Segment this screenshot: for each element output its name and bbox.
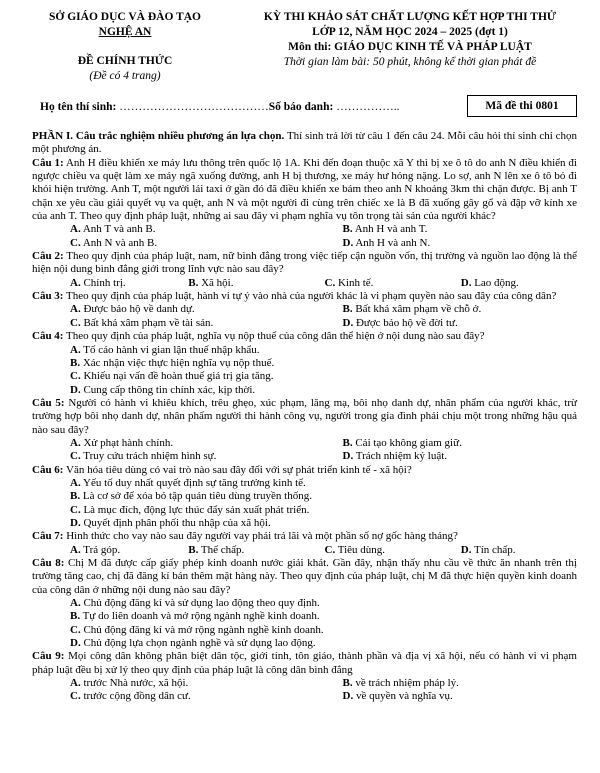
option <box>305 677 578 690</box>
option-text: Yếu tố duy nhất quyết định sự tăng trưởng kinh tế. <box>80 476 306 489</box>
option <box>32 237 305 250</box>
option-key: C. <box>70 316 81 329</box>
question-text: Chị M đã được cấp giấy phép kinh doanh nước giải khát. Gần đây, nhận thấy nhu cầu về thức ăn nhanh trên thị trường tăng cao, chị đã đăng kí bán thêm mặt hàng này. Theo quy định của pháp luật, chị M đã thực hiện quyền kinh doanh của công dân ở những nội dung nào sau đây? <box>32 557 577 596</box>
option <box>305 690 578 703</box>
option-key: B. <box>70 610 81 623</box>
option-key: B. <box>188 543 199 556</box>
option-text: Được bảo hộ về danh dự. <box>80 303 195 316</box>
question-text: Hình thức cho vay nào sau đây người vay phải trả lãi và một phần số nợ gốc hàng tháng? <box>63 530 458 543</box>
question-text: Văn hóa tiêu dùng có vai trò nào sau đây đối với sự phát triển kinh tế - xã hội? <box>63 463 412 476</box>
option-key: B. <box>342 677 353 690</box>
option-key: D. <box>342 236 354 249</box>
department-name: SỞ GIÁO DỤC VÀ ĐÀO TẠO <box>49 11 201 23</box>
option-text: Cung cấp thông tin chính xác, kịp thời. <box>80 383 256 396</box>
option-key: D. <box>342 690 354 703</box>
option <box>32 450 305 463</box>
option <box>32 223 305 236</box>
question-label: Câu 1: <box>32 156 64 169</box>
options <box>32 223 577 250</box>
option-text: Bất khả xâm phạm về chỗ ở. <box>352 303 482 316</box>
option-text: Anh N và anh B. <box>80 236 158 249</box>
option <box>32 437 305 450</box>
province-name: NGHỆ AN <box>98 26 152 38</box>
question-label: Câu 3: <box>32 290 64 303</box>
question-text: Anh H điều khiển xe máy lưu thông trên quốc lộ 1A. Khi đến đoạn thuộc xã Y thì bị xe ô tô do anh N điều khiển đi ngược chiều va quệt làm xe máy ngã xuống đường, anh H bị thương, xe máy hư hỏng nặng. Lo sợ, anh N lên xe ô tô bỏ đi khỏi hiện trường. Anh T, một người lái taxi ở gần đó đã điều khiển xe bám theo anh N khoảng 3km thì chặn được. Bị anh T chặn xe yêu cầu giải quyết vụ va quệt, anh N và một người đi cùng trên chiếc xe là B đã xuống gây gổ và đập vỡ kính xe của anh T. Theo quy định pháp luật, những ai sau đây vi phạm nghĩa vụ tôn trọng tài sản của người khác? <box>32 156 577 223</box>
exam-code-box: Mã đề thi 0801 <box>467 95 577 117</box>
option <box>168 544 304 557</box>
exam-title: KỲ THI KHẢO SÁT CHẤT LƯỢNG KẾT HỢP THI THỬ <box>263 11 557 23</box>
option <box>441 277 577 290</box>
option-text: Anh H và anh T. <box>352 223 428 236</box>
options <box>32 477 577 530</box>
option <box>32 690 305 703</box>
option <box>32 357 577 370</box>
option-key: B. <box>342 223 353 236</box>
option-text: Là cơ sở để xóa bỏ tập quán tiêu dùng truyền thống. <box>80 490 312 503</box>
question-text: Theo quy định của pháp luật, nam, nữ bình đẳng trong việc tiếp cận nguồn vốn, thị trường và nguồn lao động là thể hiện nội dung bình đẳng giới trong lĩnh vực nào sau đây? <box>32 250 577 276</box>
option-text: Trách nhiệm kỷ luật. <box>353 450 448 463</box>
option-text: Trả góp. <box>80 543 121 556</box>
option <box>168 277 304 290</box>
question <box>32 290 577 303</box>
sbd-dots: …………….. <box>333 101 400 113</box>
question <box>32 530 577 543</box>
option-key: C. <box>324 276 336 289</box>
name-dots: ………………………………… <box>116 101 269 113</box>
question-text: Mọi công dân không phân biệt dân tộc, giới tính, tôn giáo, thành phần và địa vị xã hội, nếu có hành vi vi phạm pháp luật đều bị xử lý theo quy định của pháp luật là công dân bình đẳng <box>32 650 577 676</box>
option <box>32 277 168 290</box>
question <box>32 330 577 343</box>
option-text: Bất khả xâm phạm về tài sản. <box>80 316 214 329</box>
option-text: Tiêu dùng. <box>335 543 386 556</box>
option-text: Anh T và anh B. <box>80 223 156 236</box>
question-label: Câu 4: <box>32 330 64 343</box>
option-text: Cải tạo không giam giữ. <box>352 436 462 449</box>
option-key: A. <box>70 223 81 236</box>
option-key: A. <box>70 436 81 449</box>
option <box>32 490 577 503</box>
grade-year: LỚP 12, NĂM HỌC 2024 – 2025 (đợt 1) <box>312 26 508 38</box>
option-key: A. <box>70 276 81 289</box>
option <box>32 370 577 383</box>
option-key: A. <box>70 303 81 316</box>
option-key: D. <box>70 637 81 650</box>
option <box>305 303 578 316</box>
option-key: C. <box>70 236 81 249</box>
option-text: Tố cáo hành vi gian lận thuế nhập khẩu. <box>80 343 260 356</box>
option-text: Tự do liên doanh và mở rộng ngành nghề kinh doanh. <box>80 610 320 623</box>
options <box>32 344 577 397</box>
option <box>305 237 578 250</box>
option-key: A. <box>70 597 81 610</box>
option-key: C. <box>70 450 81 463</box>
question <box>32 250 577 277</box>
option-key: D. <box>70 383 81 396</box>
option-text: Chính trị. <box>80 276 126 289</box>
option-text: Truy cứu trách nhiệm hình sự. <box>80 450 217 463</box>
option-text: Anh H và anh N. <box>353 236 431 249</box>
question-label: Câu 7: <box>32 530 64 543</box>
option-key: C. <box>324 543 336 556</box>
option-key: B. <box>342 436 353 449</box>
option-key: B. <box>188 276 199 289</box>
option-text: Chủ động đăng kí và mở rộng ngành nghề kinh doanh. <box>80 623 324 636</box>
option-key: D. <box>460 543 472 556</box>
option <box>32 610 577 623</box>
option <box>441 544 577 557</box>
option-key: D. <box>460 276 472 289</box>
student-info-row <box>40 101 399 113</box>
question-text: Theo quy định của pháp luật, nghĩa vụ nộp thuế của công dân thể hiện ở nội dung nào sau đây? <box>63 330 485 343</box>
option-text: Được bảo hộ về đời tư. <box>353 316 458 329</box>
options <box>32 677 577 704</box>
option-key: D. <box>342 450 354 463</box>
option-text: trước Nhà nước, xã hội. <box>80 677 189 690</box>
option <box>32 517 577 530</box>
option <box>32 344 577 357</box>
option-text: về trách nhiệm pháp lý. <box>352 677 459 690</box>
option-text: Là mục đích, động lực thúc đẩy sản xuất phát triển. <box>80 503 310 516</box>
option-text: Xã hội. <box>198 276 234 289</box>
name-label: Họ tên thí sinh: <box>40 101 117 113</box>
question-label: Câu 2: <box>32 250 64 263</box>
option-key: A. <box>70 476 81 489</box>
time-limit: Thời gian làm bài: 50 phút, không kể thời gian phát đề <box>283 56 537 68</box>
options <box>32 303 577 330</box>
option-text: trước cộng đồng dân cư. <box>80 690 191 703</box>
question <box>32 650 577 677</box>
question-label: Câu 9: <box>32 650 65 663</box>
option-text: Chủ động lựa chọn ngành nghề và sử dụng lao động. <box>80 637 316 650</box>
options <box>32 597 577 650</box>
option <box>32 504 577 517</box>
options <box>32 544 577 557</box>
question-text: Theo quy định của pháp luật, hành vi tự ý vào nhà của người khác là vi phạm quyền nào sau đây của công dân? <box>63 290 557 303</box>
option <box>32 624 577 637</box>
question <box>32 397 577 437</box>
option <box>305 223 578 236</box>
option <box>305 544 441 557</box>
option-text: về quyền và nghĩa vụ. <box>353 690 453 703</box>
part-instruction: Thí sinh trả lời từ câu 1 đến câu 24. Mỗi câu hỏi thí sinh chỉ chọn một phương án. <box>32 130 578 156</box>
option <box>305 277 441 290</box>
option <box>32 477 577 490</box>
option-text: Lao động. <box>471 276 519 289</box>
header-left <box>40 10 210 84</box>
exam-body <box>32 130 577 704</box>
option <box>305 317 578 330</box>
option-key: C. <box>70 370 81 383</box>
option <box>32 677 305 690</box>
option-key: A. <box>70 343 81 356</box>
option-key: C. <box>70 623 81 636</box>
question <box>32 157 577 224</box>
question <box>32 464 577 477</box>
option <box>32 303 305 316</box>
option-key: D. <box>342 316 354 329</box>
option-text: Xử phạt hành chính. <box>80 436 174 449</box>
header-right <box>235 10 585 70</box>
question-label: Câu 8: <box>32 557 65 569</box>
option-text: Xác nhận việc thực hiện nghĩa vụ nộp thuế. <box>80 356 275 369</box>
question <box>32 557 577 597</box>
option <box>32 384 577 397</box>
option-key: B. <box>70 490 81 503</box>
option-text: Kinh tế. <box>335 276 374 289</box>
option-key: D. <box>70 516 81 529</box>
option <box>32 544 168 557</box>
part-title: PHẦN I. Câu trắc nghiệm nhiều phương án lựa chọn. <box>32 130 285 142</box>
option <box>305 450 578 463</box>
option-key: C. <box>70 503 81 516</box>
option-key: B. <box>342 303 353 316</box>
page-count: (Đề có 4 trang) <box>89 70 161 82</box>
option-text: Quyết định phân phối thu nhập của xã hội. <box>80 516 271 529</box>
part-heading <box>32 130 577 157</box>
option <box>305 437 578 450</box>
option-key: C. <box>70 690 81 703</box>
option-key: A. <box>70 677 81 690</box>
options <box>32 437 577 464</box>
option-text: Khiếu nại vấn đề hoàn thuế giá trị gia tăng. <box>80 370 274 383</box>
option-text: Tín chấp. <box>471 543 516 556</box>
options <box>32 277 577 290</box>
question-label: Câu 6: <box>32 463 64 476</box>
option-key: B. <box>70 356 81 369</box>
question-label: Câu 5: <box>32 396 65 409</box>
option-key: A. <box>70 543 81 556</box>
sbd-label: Số báo danh: <box>268 101 334 113</box>
option <box>32 597 577 610</box>
official-label: ĐỀ CHÍNH THỨC <box>77 55 173 67</box>
option <box>32 637 577 650</box>
option-text: Chủ động đăng kí và sử dụng lao động theo quy định. <box>80 597 320 610</box>
option-text: Thế chấp. <box>198 543 245 556</box>
subject: Môn thi: GIÁO DỤC KINH TẾ VÀ PHÁP LUẬT <box>288 41 532 53</box>
question-text: Người có hành vi khiêu khích, trêu ghẹo, xúc phạm, lăng mạ, bôi nhọ danh dự, nhân phẩm của người khác, trừ trường hợp bôi nhọ danh dự, nhân phẩm người thi hành công vụ, người trong gia đình phải chịu một trong những hậu quả nào sau đây? <box>32 396 577 436</box>
option <box>32 317 305 330</box>
